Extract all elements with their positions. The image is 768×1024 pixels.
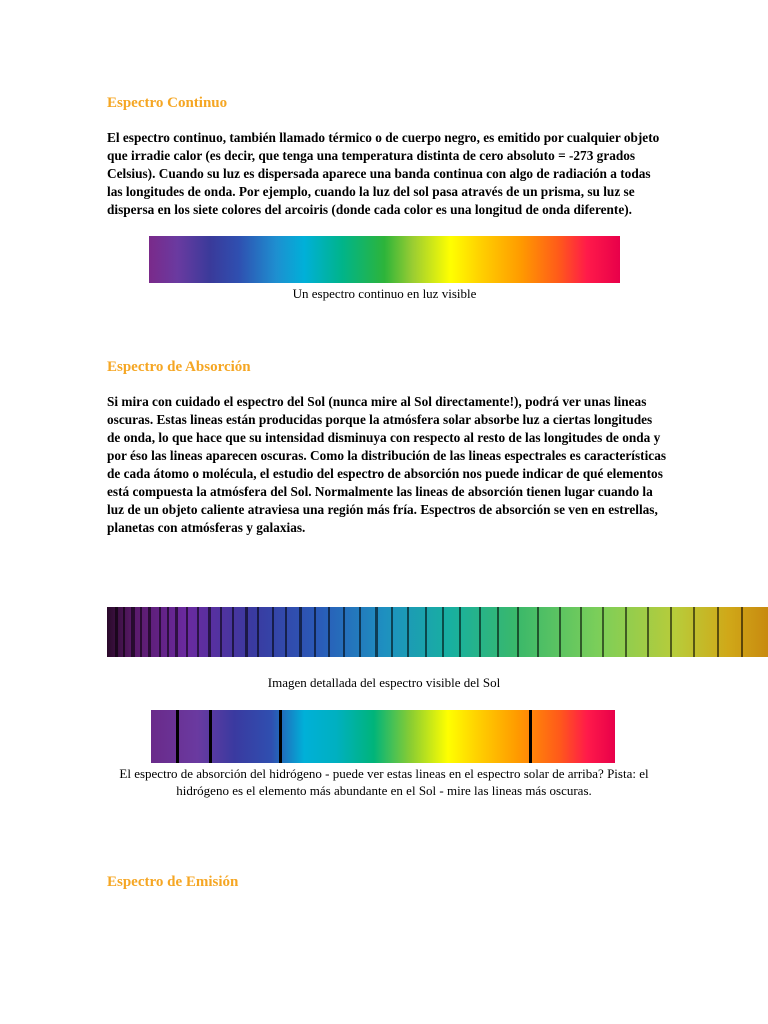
paragraph-espectro-absorcion: Si mira con cuidado el espectro del Sol (nunca mire al Sol directamente!), podrá ver unas lineas oscuras. Estas lineas están producidas porque la atmósfera solar absorbe luz a ciertas longitudes de onda, lo que hace que su intensidad disminuya con respecto al resto de las longitudes de onda y por éso las lineas aparecen oscuras. Como la distribución de las lineas espectrales es características de cada átomo o molécula, el estudio del espectro de absorción nos puede indicar de qué elementos está compuesta la atmósfera del Sol. Normalmente las lineas de absorción tienen lugar cuando la luz de un objeto caliente atraviesa una región más fría. Espectros de absorción se ven en estrellas, planetas con atmósferas y galaxias. <box>107 394 667 535</box>
hydrogen-absorption-spectrum-image <box>151 710 615 763</box>
hydrogen-absorption-line <box>176 710 179 763</box>
solar-spectrum-image <box>107 607 768 657</box>
hydrogen-absorption-line <box>279 710 282 763</box>
caption-continuous-spectrum: Un espectro continuo en luz visible <box>292 286 477 301</box>
hydrogen-absorption-line <box>529 710 532 763</box>
paragraph-espectro-continuo: El espectro continuo, también llamado térmico o de cuerpo negro, es emitido por cualquier objeto que irradie calor (es decir, que tenga una temperatura distinta de cero absoluto = -273 grados Celsius). Cuando su luz es dispersada aparece una banda continua con algo de radiación a todas las longitudes de onda. Por ejemplo, cuando la luz del sol pasa através de un prisma, su luz se dispersa en los siete colores del arcoiris (donde cada color es una longitud de onda diferente). <box>107 130 660 217</box>
hydrogen-absorption-line <box>209 710 212 763</box>
heading-espectro-continuo: Espectro Continuo <box>107 95 228 111</box>
caption-solar-spectrum: Imagen detallada del espectro visible del Sol <box>267 675 501 690</box>
heading-espectro-absorcion: Espectro de Absorción <box>107 359 251 375</box>
heading-espectro-emision: Espectro de Emisión <box>107 874 239 890</box>
continuous-spectrum-image <box>149 236 620 283</box>
solar-spectrum-graphic <box>107 607 768 657</box>
caption-hydrogen-spectrum: El espectro de absorción del hidrógeno - puede ver estas lineas en el espectro solar de arriba? Pista: el hidrógeno es el elemento más abundante en el Sol - mire las lineas más oscuras. <box>119 766 649 798</box>
